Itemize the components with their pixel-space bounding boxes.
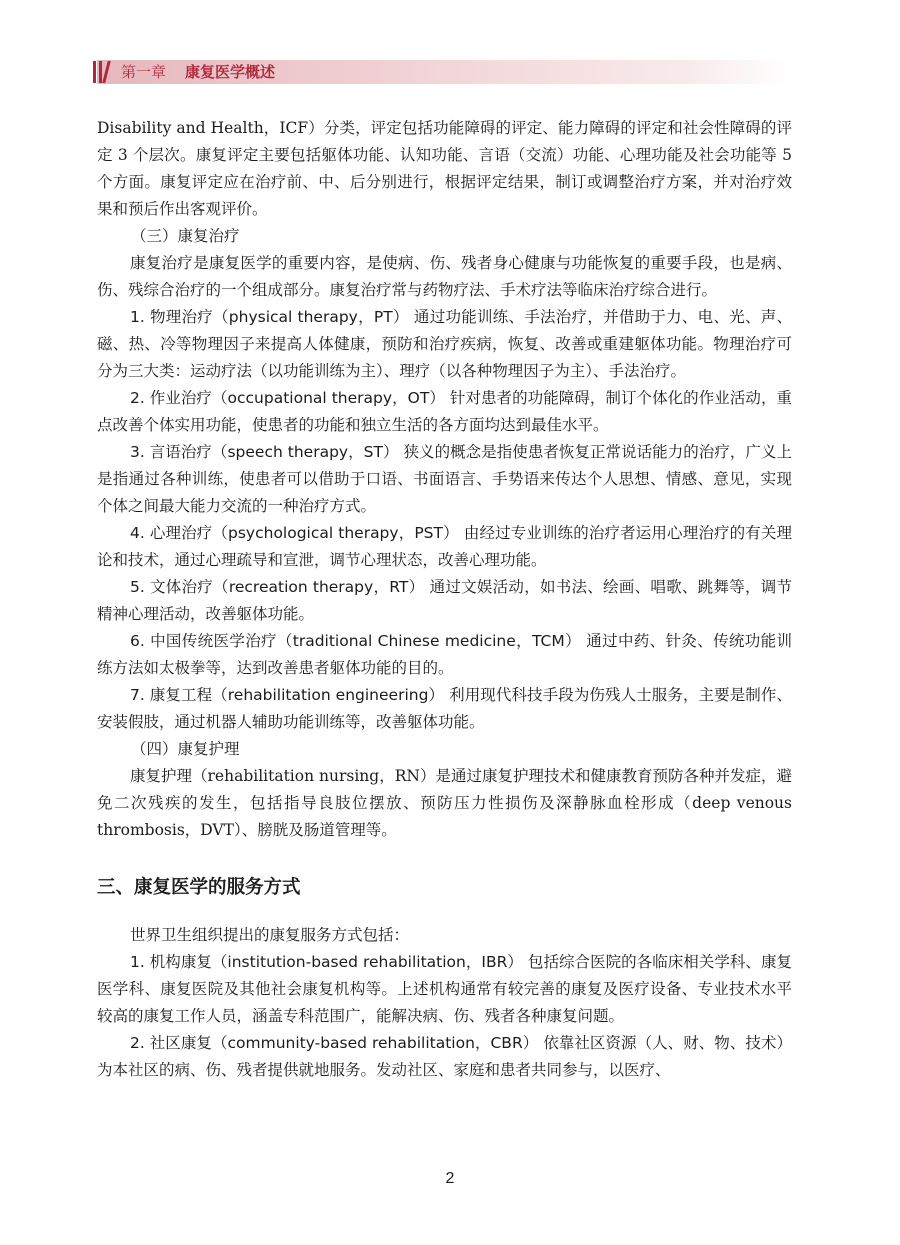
page-number: 2 — [445, 1170, 455, 1187]
term-occupational-therapy: 2. 作业治疗（occupational therapy，OT） — [130, 389, 445, 407]
paragraph-icf: Disability and Health，ICF）分类，评定包括功能障碍的评定、能力障碍的评定和社会性障碍的评定 3 个层次。康复评定主要包括躯体功能、认知功能、言语（交流）功能、心理功能及社会功能等 5 个方面。康复评定应在治疗前、中、后分别进行，根据评定结果，制订或调整治疗方案，并对治疗效果和预后作出客观评价。 — [97, 119, 792, 218]
term-tcm: 6. 中国传统医学治疗（traditional Chinese medicine，TCM） — [130, 632, 581, 650]
item-speech-therapy — [97, 439, 792, 520]
term-psychological-therapy: 4. 心理治疗（psychological therapy，PST） — [130, 524, 459, 542]
text-occupational-therapy: 针对患者的功能障碍，制订个体化的作业活动，重点改善个体实用功能，使患者的功能和独立生活的各方面均达到最佳水平。 — [97, 389, 792, 434]
item-occupational-therapy — [97, 385, 792, 439]
item-physical-therapy — [97, 304, 792, 385]
text-psychological-therapy: 由经过专业训练的治疗者运用心理治疗的有关理论和技术，通过心理疏导和宣泄，调节心理状态，改善心理功能。 — [97, 524, 792, 569]
item-ibr — [97, 949, 792, 1030]
text-rehab-engineering: 利用现代科技手段为伤残人士服务，主要是制作、安装假肢，通过机器人辅助功能训练等，改善躯体功能。 — [97, 686, 792, 731]
text-tcm: 通过中药、针灸、传统功能训练方法如太极拳等，达到改善患者躯体功能的目的。 — [97, 632, 792, 677]
section-title-service-modes: 三、康复医学的服务方式 — [97, 877, 301, 898]
text-cbr: 依靠社区资源（人、财、物、技术）为本社区的病、伤、残者提供就地服务。发动社区、家庭和患者共同参与，以医疗、 — [97, 1034, 792, 1079]
paragraph-rehab-nursing: 康复护理（rehabilitation nursing，RN）是通过康复护理技术和健康教育预防各种并发症，避免二次残疾的发生，包括指导良肢位摆放、预防压力性损伤及深静脉血栓形成（deep venous thrombosis，DVT）、膀胱及肠道管理等。 — [97, 767, 792, 839]
term-ibr: 1. 机构康复（institution-based rehabilitation，IBR） — [130, 953, 523, 971]
text-recreation-therapy: 通过文娱活动，如书法、绘画、唱歌、跳舞等，调节精神心理活动，改善躯体功能。 — [97, 578, 793, 623]
page-body — [97, 115, 792, 1084]
item-cbr — [97, 1030, 792, 1084]
chapter-title: 康复医学概述 — [185, 63, 276, 81]
heading-rehab-nursing: （四）康复护理 — [131, 740, 240, 758]
term-physical-therapy: 1. 物理治疗（physical therapy，PT） — [130, 308, 409, 326]
running-header — [97, 60, 790, 84]
term-rehab-engineering: 7. 康复工程（rehabilitation engineering） — [130, 686, 445, 704]
item-tcm — [97, 628, 792, 682]
paragraph-who-intro: 世界卫生组织提出的康复服务方式包括： — [130, 926, 410, 944]
paragraph-therapy-intro: 康复治疗是康复医学的重要内容，是使病、伤、残者身心健康与功能恢复的重要手段，也是病、伤、残综合治疗的一个组成部分。康复治疗常与药物疗法、手术疗法等临床治疗综合进行。 — [97, 254, 792, 299]
text-ibr: 包括综合医院的各临床相关学科、康复医学科、康复医院及其他社会康复机构等。上述机构通常有较完善的康复及医疗设备、专业技术水平较高的康复工作人员，涵盖专科范围广，能解决病、伤、残者各种康复问题。 — [97, 953, 792, 1025]
term-recreation-therapy: 5. 文体治疗（recreation therapy，RT） — [130, 578, 425, 596]
text-speech-therapy: 狭义的概念是指使患者恢复正常说话能力的治疗，广义上是指通过各种训练，使患者可以借助于口语、书面语言、手势语来传达个人思想、情感、意见，实现个体之间最大能力交流的一种治疗方式。 — [97, 443, 792, 515]
term-speech-therapy: 3. 言语治疗（speech therapy，ST） — [130, 443, 399, 461]
text-physical-therapy: 通过功能训练、手法治疗，并借助于力、电、光、声、磁、热、冷等物理因子来提高人体健康，预防和治疗疾病，恢复、改善或重建躯体功能。物理治疗可分为三大类：运动疗法（以功能训练为主）、理疗（以各种物理因子为主）、手法治疗。 — [97, 308, 792, 380]
chapter-number: 第一章 — [121, 63, 167, 81]
term-cbr: 2. 社区康复（community-based rehabilitation，CBR） — [130, 1034, 539, 1052]
item-psychological-therapy — [97, 520, 792, 574]
heading-rehab-therapy: （三）康复治疗 — [131, 227, 240, 245]
chapter-marker-icon — [93, 60, 115, 84]
item-rehab-engineering — [97, 682, 792, 736]
item-recreation-therapy — [97, 574, 792, 628]
